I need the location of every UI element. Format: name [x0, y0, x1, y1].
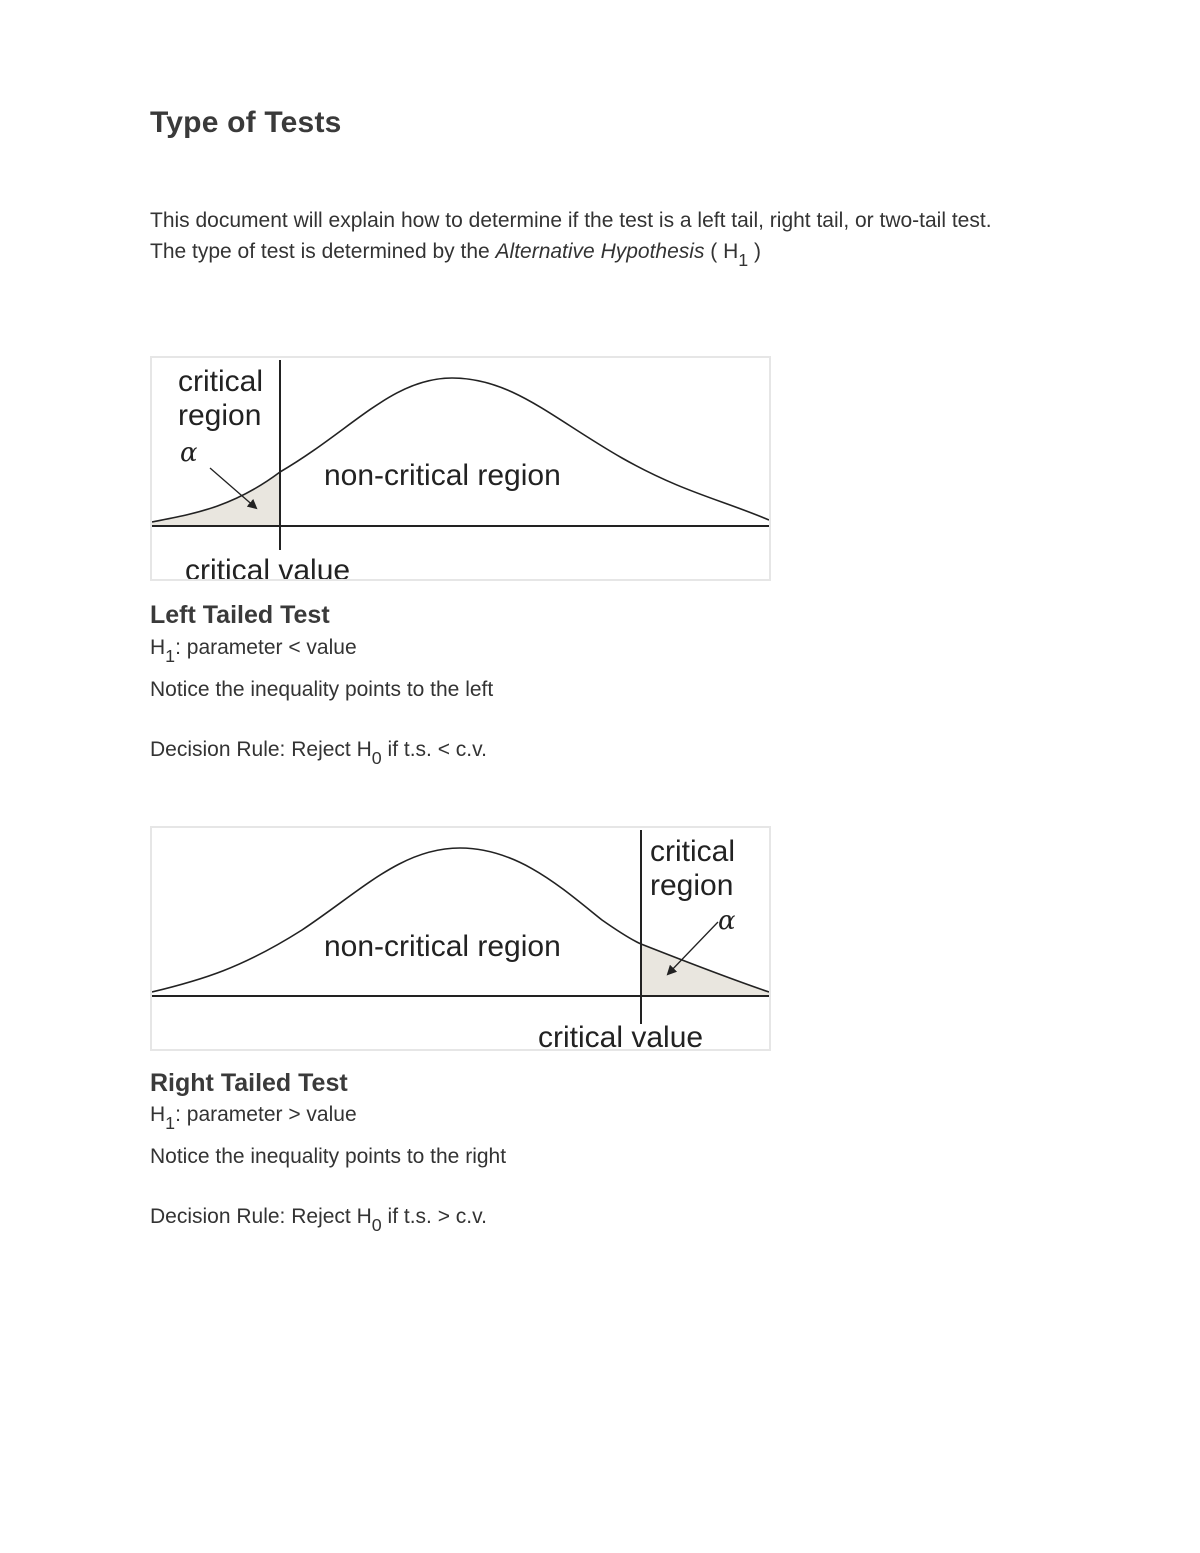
label-non-critical-region: non-critical region — [324, 930, 561, 963]
left-tail-section — [150, 600, 1030, 769]
right-h-letter: H — [150, 1103, 166, 1126]
right-tail-notice: Notice the inequality points to the right — [150, 1145, 507, 1168]
left-tail-notice: Notice the inequality points to the left — [150, 678, 494, 701]
left-tail-heading: Left Tailed Test — [150, 601, 330, 629]
left-rule-prefix: Decision Rule: Reject H — [150, 738, 372, 761]
page-title: Type of Tests — [150, 106, 342, 139]
label-alpha: α — [718, 906, 736, 936]
left-hypothesis-text: : parameter < value — [175, 636, 357, 659]
right-tail-decision-rule — [150, 1203, 1030, 1236]
label-region: region — [178, 399, 262, 432]
left-h-letter: H — [150, 636, 166, 659]
intro-line-1: This document will explain how to determine if the test is a left tail, right tail, or two-tail test. — [150, 209, 992, 232]
left-h-subscript: 1 — [165, 646, 176, 667]
right-rule-text: if t.s. > c.v. — [381, 1205, 487, 1228]
alternative-hypothesis-term: Alternative Hypothesis — [495, 240, 705, 263]
right-tail-section — [150, 1068, 1030, 1236]
intro-line-2-open: ( H — [704, 240, 739, 263]
right-tail-diagram — [152, 828, 769, 1049]
right-rule-prefix: Decision Rule: Reject H — [150, 1205, 372, 1228]
label-critical: critical — [178, 365, 264, 398]
intro-line-2 — [150, 236, 1030, 271]
right-h-subscript: 1 — [165, 1113, 176, 1134]
label-region: region — [650, 869, 734, 902]
intro-line-2-prefix: The type of test is determined by the — [150, 240, 496, 263]
right-tail-heading: Right Tailed Test — [150, 1069, 348, 1097]
right-tail-figure — [150, 826, 771, 1051]
intro-paragraph — [150, 205, 1030, 271]
label-critical-value: critical value — [538, 1021, 704, 1049]
right-hypothesis-text: : parameter > value — [175, 1103, 357, 1126]
left-rule-subscript: 0 — [371, 748, 382, 769]
label-non-critical-region: non-critical region — [324, 459, 561, 492]
left-tail-figure — [150, 356, 771, 581]
label-critical-value: critical value — [185, 554, 351, 579]
left-tail-decision-rule — [150, 736, 1030, 769]
intro-line-2-close: ) — [748, 240, 762, 263]
left-tail-diagram — [152, 358, 769, 579]
left-rule-text: if t.s. < c.v. — [381, 738, 487, 761]
label-alpha: α — [180, 438, 198, 468]
left-tail-hypothesis — [150, 634, 1030, 667]
h1-subscript: 1 — [738, 250, 749, 271]
right-tail-hypothesis — [150, 1101, 1030, 1134]
label-critical: critical — [650, 835, 736, 868]
right-rule-subscript: 0 — [371, 1215, 382, 1236]
